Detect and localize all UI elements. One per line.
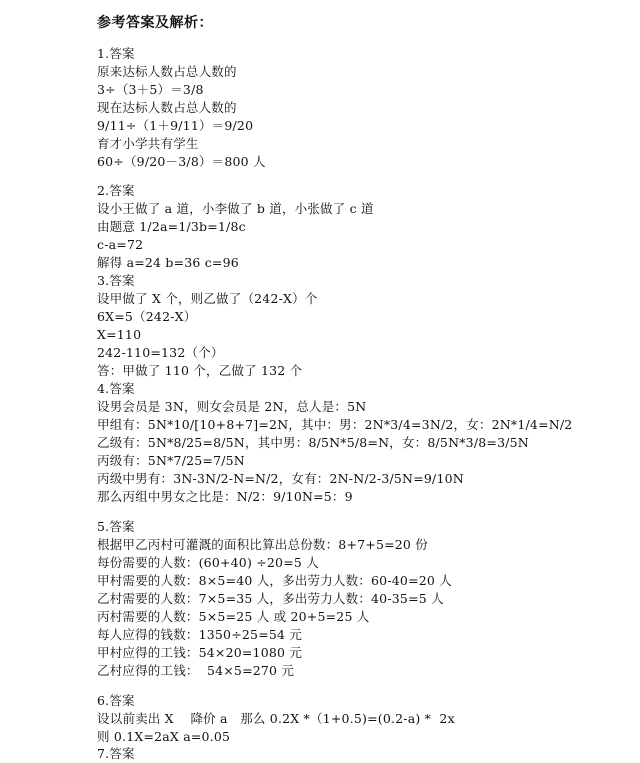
text-line: 9/11÷（1＋9/11）＝9/20 (97, 118, 254, 133)
answer-1-heading: 1.答案 (97, 46, 135, 61)
answer-4-heading: 4.答案 (97, 381, 135, 396)
text-line: 设以前卖出 X 降价 a 那么 0.2X *（1+0.5)=(0.2-a) * 2x (97, 711, 455, 726)
text-line: 6X=5（242-X） (97, 309, 197, 324)
answer-5-heading: 5.答案 (97, 519, 135, 534)
text-line: 答：甲做了 110 个，乙做了 132 个 (97, 363, 303, 378)
text-line: 原来达标人数占总人数的 (97, 64, 237, 79)
text-line: 那么丙组中男女之比是：N/2：9/10N=5：9 (97, 489, 353, 504)
text-line: 根据甲乙丙村可灌溉的面积比算出总份数：8+7+5=20 份 (97, 537, 428, 552)
text-line: 现在达标人数占总人数的 (97, 100, 237, 115)
text-line: 则 0.1X=2aX a=0.05 (97, 729, 231, 744)
text-line: 育才小学共有学生 (97, 136, 199, 151)
answer-7-heading: 7.答案 (97, 746, 135, 761)
text-line: 242-110=132（个） (97, 345, 224, 360)
text-line: 3÷（3＋5）＝3/8 (97, 82, 204, 97)
text-line: 乙村需要的人数：7×5=35 人，多出劳力人数：40-35=5 人 (97, 591, 444, 606)
text-line: 丙级有：5N*7/25=7/5N (97, 453, 245, 468)
text-line: 甲组有：5N*10/[10+8+7]=2N，其中：男：2N*3/4=3N/2，女：2N*1/4=N/2 (97, 417, 573, 432)
text-line: 设男会员是 3N，则女会员是 2N，总人是：5N (97, 399, 367, 414)
text-line: 甲村应得的工钱：54×20=1080 元 (97, 645, 303, 660)
text-line: 解得 a=24 b=36 c=96 (97, 255, 239, 270)
text-line: 丙级中男有：3N-3N/2-N=N/2，女有：2N-N/2-3/5N=9/10N (97, 471, 464, 486)
text-line: X=110 (97, 327, 142, 342)
text-line: 乙级有：5N*8/25=8/5N，其中男：8/5N*5/8=N，女：8/5N*3/8=3/5N (97, 435, 529, 450)
text-line: 设小王做了 a 道，小李做了 b 道，小张做了 c 道 (97, 201, 374, 216)
text-line: 60÷（9/20－3/8）＝800 人 (97, 154, 266, 169)
text-line: c-a=72 (97, 237, 144, 252)
text-line: 设甲做了 X 个，则乙做了（242-X）个 (97, 291, 318, 306)
text-line: 甲村需要的人数：8×5=40 人，多出劳力人数：60-40=20 人 (97, 573, 452, 588)
answer-3-heading: 3.答案 (97, 273, 135, 288)
answers-heading: 参考答案及解析： (97, 15, 213, 31)
text-line: 由题意 1/2a=1/3b=1/8c (97, 219, 246, 234)
text-line: 丙村需要的人数：5×5=25 人 或 20+5=25 人 (97, 609, 370, 624)
text-line: 每份需要的人数：(60+40) ÷20=5 人 (97, 555, 319, 570)
answer-6-heading: 6.答案 (97, 693, 135, 708)
text-line: 每人应得的钱数：1350÷25=54 元 (97, 627, 303, 642)
text-line: 乙村应得的工钱： 54×5=270 元 (97, 663, 295, 678)
answer-2-heading: 2.答案 (97, 183, 135, 198)
